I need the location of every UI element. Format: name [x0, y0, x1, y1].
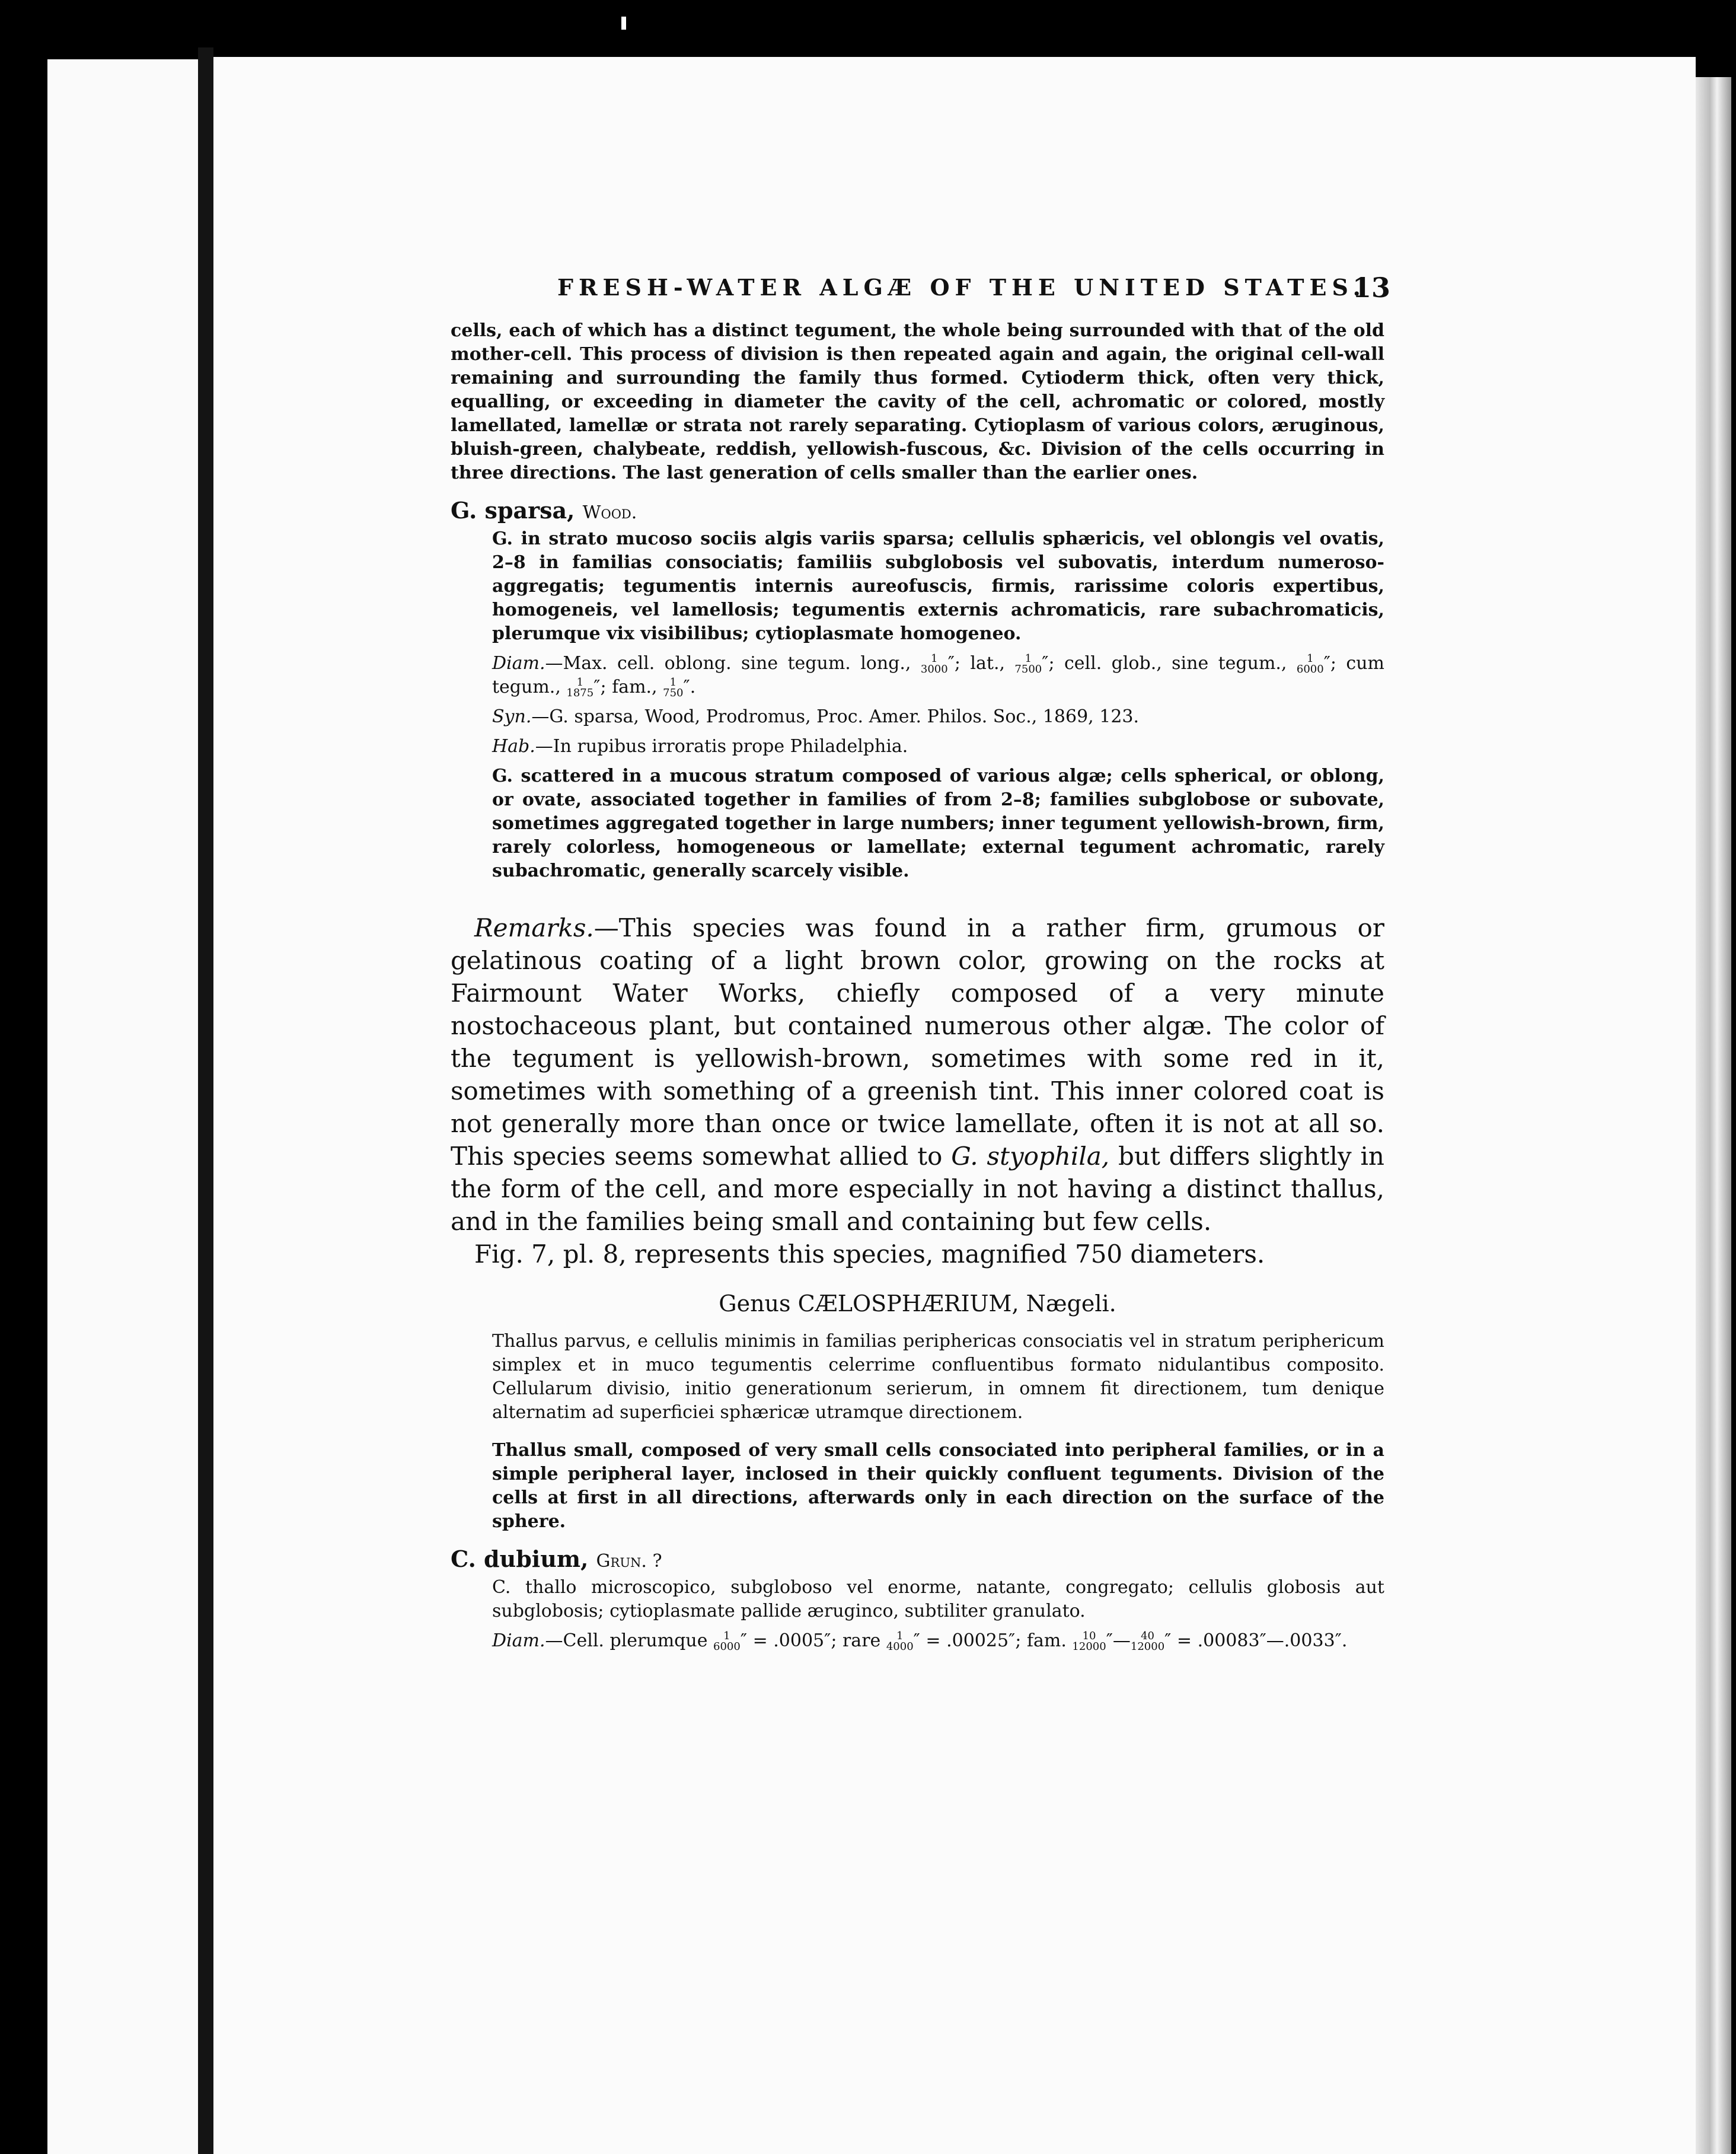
fraction: 1 1875: [566, 676, 594, 699]
species-heading-dubium: [451, 1546, 1384, 1572]
species-author: Grun. ?: [596, 1551, 662, 1572]
page-number: 13: [1352, 272, 1390, 304]
genus-latin: Thallus parvus, e cellulis minimis in familias periphericas consociatis vel in stratum periphericum simplex et in muco tegumentis celerrime confluentibus formato nidulantibus composito. Cellularum divisio, initio generationum serierum, in omnem fit directionem, tum denique alternatim ad superficiei sphæricæ utramque directionem.: [492, 1331, 1384, 1423]
diam-text: —: [1112, 1630, 1131, 1651]
diam-text: —Cell. plerumque: [545, 1630, 708, 1651]
remarks-label: Remarks.: [474, 913, 594, 942]
species-name: C. dubium,: [451, 1546, 589, 1572]
fraction: 1 750: [663, 676, 684, 699]
diam-text: .: [690, 677, 696, 697]
hab-text: —In rupibus irroratis prope Philadelphia.: [535, 736, 908, 757]
diam-text: = .0005″; rare: [752, 1630, 881, 1651]
scan-border-left: [0, 0, 47, 2154]
fraction: 40 12000: [1130, 1630, 1165, 1653]
fraction: 1 6000: [713, 1630, 741, 1653]
remarks-text: —This species was found in a rather firm, grumous or gelatinous coating of a light brown color, growing on the rocks at Fairmount Water Works, chiefly composed of a very minute nostochaceous plant, but contained numerous other algæ. The color of the tegument is yellowish-brown, sometimes with some red in it, sometimes with something of a greenish tint. This inner colored coat is not generally more than once or twice lamellate, often it is not at all so. This species seems somewhat allied to: [451, 913, 1384, 1171]
running-head: [451, 272, 1390, 310]
remarks-italic: G. styophila,: [951, 1142, 1110, 1171]
latin-description: G. in strato mucoso sociis algis variis sparsa; cellulis sphæricis, vel oblongis vel ovatis, 2–8 in familias consociatis; familiis subglobosis vel subovatis, interdum numeroso-aggregatis; tegumentis internis aureofuscis, firmis, rarissime coloris expertibus, homogeneis, vel lamellosis; tegumentis externis achromaticis, rare subachromaticis, plerumque vix visibilibus; cytioplasmate homogeneo.: [492, 528, 1384, 644]
figure-reference: Fig. 7, pl. 8, represents this species, magnified 750 diameters.: [474, 1239, 1265, 1269]
diam-label: Diam.: [492, 653, 545, 674]
scan-speck: [621, 17, 626, 30]
genus-english: Thallus small, composed of very small cells consociated into peripheral families, or in a simple peripheral layer, inclosed in their quickly confluent teguments. Division of the cells at first in all directions, afterwards only in each direction on the surface of the sphere.: [492, 1440, 1384, 1532]
remarks-paragraph: [451, 912, 1384, 1238]
remarks-text: but differs slightly in the form of the cell, and more especially in not having a distinct thallus, and in the families being small and containing but few cells.: [451, 1142, 1384, 1236]
synonym-line: [451, 705, 1384, 729]
page-stack-edge: [1696, 77, 1731, 2154]
diam-label: Diam.: [492, 1630, 545, 1651]
diam-text: = .00025″; fam.: [926, 1630, 1067, 1651]
diam-text: ; lat.,: [954, 653, 1006, 674]
page-content: [451, 272, 1390, 1653]
hab-label: Hab.: [492, 736, 535, 757]
diam-text: ; fam.,: [600, 677, 658, 697]
latin-description: C. thallo microscopico, subgloboso vel enorme, natante, congregato; cellulis globosis aut subglobosis; cytioplasmate pallide æruginco, subtiliter granulato.: [492, 1577, 1384, 1621]
running-title: FRESH-WATER ALGÆ OF THE UNITED STATES.: [557, 274, 1366, 301]
fraction: 1 4000: [886, 1630, 914, 1653]
diam-line: Diam.—Max. cell. oblong. sine tegum. long., 1 3000 ″; lat., 1 7500 ″; cell. glob., sine tegum., 1 6000 ″; cum tegum., 1 1875 ″; fam., 1 750 ″.: [492, 652, 1384, 699]
genus-heading: Genus CÆLOSPHÆRIUM, Nægeli.: [719, 1291, 1116, 1317]
english-description: G. scattered in a mucous stratum composed of various algæ; cells spherical, or oblong, or ovate, associated together in families of from 2–8; families subglobose or subovate, sometimes aggregated together in large numbers; inner tegument yellowish-brown, firm, rarely colorless, homogeneous or lamellate; external tegument achromatic, rarely subachromatic, generally scarcely visible.: [492, 766, 1384, 881]
diam-text: = .00083″—.0033″.: [1176, 1630, 1348, 1651]
fraction: 10 12000: [1072, 1630, 1106, 1653]
species-author: Wood.: [582, 502, 637, 523]
book-gutter: [198, 47, 213, 2154]
species-name: G. sparsa,: [451, 497, 575, 524]
species-heading-sparsa: [451, 497, 1384, 524]
fraction: 1 6000: [1296, 652, 1324, 675]
intro-paragraph: cells, each of which has a distinct tegument, the whole being surrounded with that of the old mother-cell. This process of division is then repeated again and again, the original cell-wall remaining and surrounding the family thus formed. Cytioderm thick, often very thick, equalling, or exceeding in diameter the cavity of the cell, achromatic or colored, mostly lamellated, lamellæ or strata not rarely separating. Cytioplasm of various colors, æruginous, bluish-green, chalybeate, reddish, yellowish-fuscous, &c. Division of the cells occurring in three directions. The last generation of cells smaller than the earlier ones.: [451, 320, 1384, 483]
diam-text: ; cum tegum.,: [492, 653, 1384, 697]
diam-line: Diam.—Cell. plerumque 1 6000 ″ = .0005″; rare 1 4000 ″ = .00025″; fam. 10 12000 ″— 40 12000 ″ = .00083″—.0033″.: [492, 1630, 1348, 1653]
fraction: 1 3000: [920, 652, 948, 675]
fraction: 1 7500: [1014, 652, 1042, 675]
facing-page-edge: [47, 59, 198, 2154]
diam-text: ; cell. glob., sine tegum.,: [1048, 653, 1287, 674]
syn-label: Syn.: [492, 706, 532, 727]
diam-text: —Max. cell. oblong. sine tegum. long.,: [545, 653, 911, 674]
habitat-line: [451, 735, 1384, 759]
syn-text: —G. sparsa, Wood, Prodromus, Proc. Amer. Philos. Soc., 1869, 123.: [531, 706, 1140, 727]
